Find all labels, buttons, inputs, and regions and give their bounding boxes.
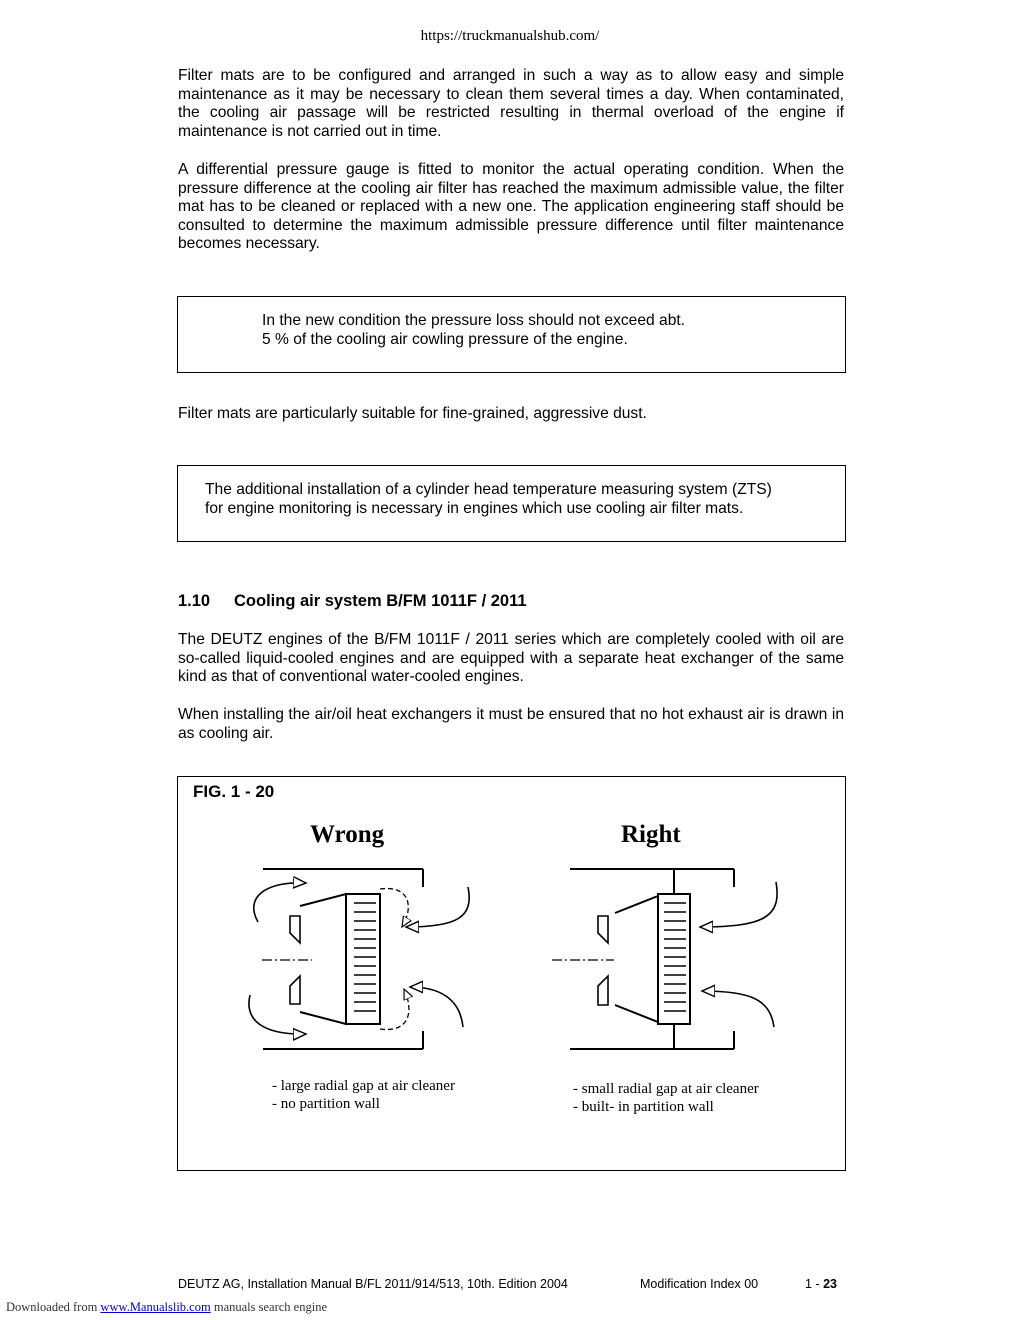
download-prefix: Downloaded from	[6, 1300, 101, 1314]
section-number: 1.10	[178, 592, 211, 610]
page-prefix: 1 -	[805, 1277, 824, 1291]
note-box-zts	[177, 465, 846, 542]
note-line: The additional installation of a cylinder head temperature measuring system (ZTS)	[205, 481, 772, 498]
wrong-caption-line: - no partition wall	[272, 1096, 380, 1112]
right-diagram	[552, 869, 777, 1049]
manualslib-link[interactable]: www.Manualslib.com	[100, 1300, 211, 1314]
section-title: Cooling air system B/FM 1011F / 2011	[234, 592, 527, 610]
source-url: https://truckmanualshub.com/	[420, 28, 600, 44]
note-line: for engine monitoring is necessary in engines which use cooling air filter mats.	[205, 500, 744, 517]
paragraph-filter-mats-config: Filter mats are to be configured and arranged in such a way as to allow easy and simple maintenance as it may be necessary to clean them several times a day. When contaminated, the cooling air passage will be restricted resulting in thermal overload of the engine if maintenance is not carried out in time.	[178, 67, 844, 140]
note-box-pressure-loss	[177, 296, 846, 373]
page-number: 23	[823, 1277, 837, 1291]
wrong-diagram	[249, 869, 469, 1049]
paragraph-deutz-engines: The DEUTZ engines of the B/FM 1011F / 2011 series which are completely cooled with oil are so-called liquid-cooled engines and are equipped with a separate heat exchanger of the same kind as that of conventional water-cooled engines.	[178, 631, 844, 686]
right-caption-line: - built- in partition wall	[573, 1099, 714, 1115]
paragraph-pressure-gauge: A differential pressure gauge is fitted to monitor the actual operating condition. When the pressure difference at the cooling air filter has reached the maximum admissible value, the filter mat has to be cleaned or replaced with a new one. The application engineering staff should be consulted to determine the maximum admissible pressure difference until filter maintenance becomes necessary.	[178, 161, 844, 253]
wrong-title: Wrong	[310, 821, 385, 848]
download-notice	[6, 1300, 327, 1315]
footer-page	[805, 1277, 837, 1291]
right-title: Right	[621, 821, 681, 848]
footer-manual-info: DEUTZ AG, Installation Manual B/FL 2011/914/513, 10th. Edition 2004	[178, 1277, 568, 1291]
paragraph-fine-dust: Filter mats are particularly suitable for fine-grained, aggressive dust.	[178, 405, 647, 422]
note-line: 5 % of the cooling air cowling pressure of the engine.	[262, 331, 628, 348]
right-caption	[573, 1080, 759, 1116]
footer-modification-index: Modification Index 00	[640, 1277, 759, 1291]
cooling-diagram	[178, 777, 843, 1077]
paragraph-heat-exchangers: When installing the air/oil heat exchangers it must be ensured that no hot exhaust air is drawn in as cooling air.	[178, 706, 844, 742]
right-caption-line: - small radial gap at air cleaner	[573, 1081, 759, 1097]
section-heading	[178, 592, 527, 611]
wrong-caption	[272, 1077, 455, 1113]
note-line: In the new condition the pressure loss should not exceed abt.	[262, 312, 686, 329]
figure-box	[177, 776, 846, 1171]
wrong-caption-line: - large radial gap at air cleaner	[272, 1078, 455, 1094]
figure-label: FIG. 1 - 20	[193, 782, 275, 801]
download-suffix: manuals search engine	[210, 1300, 327, 1314]
